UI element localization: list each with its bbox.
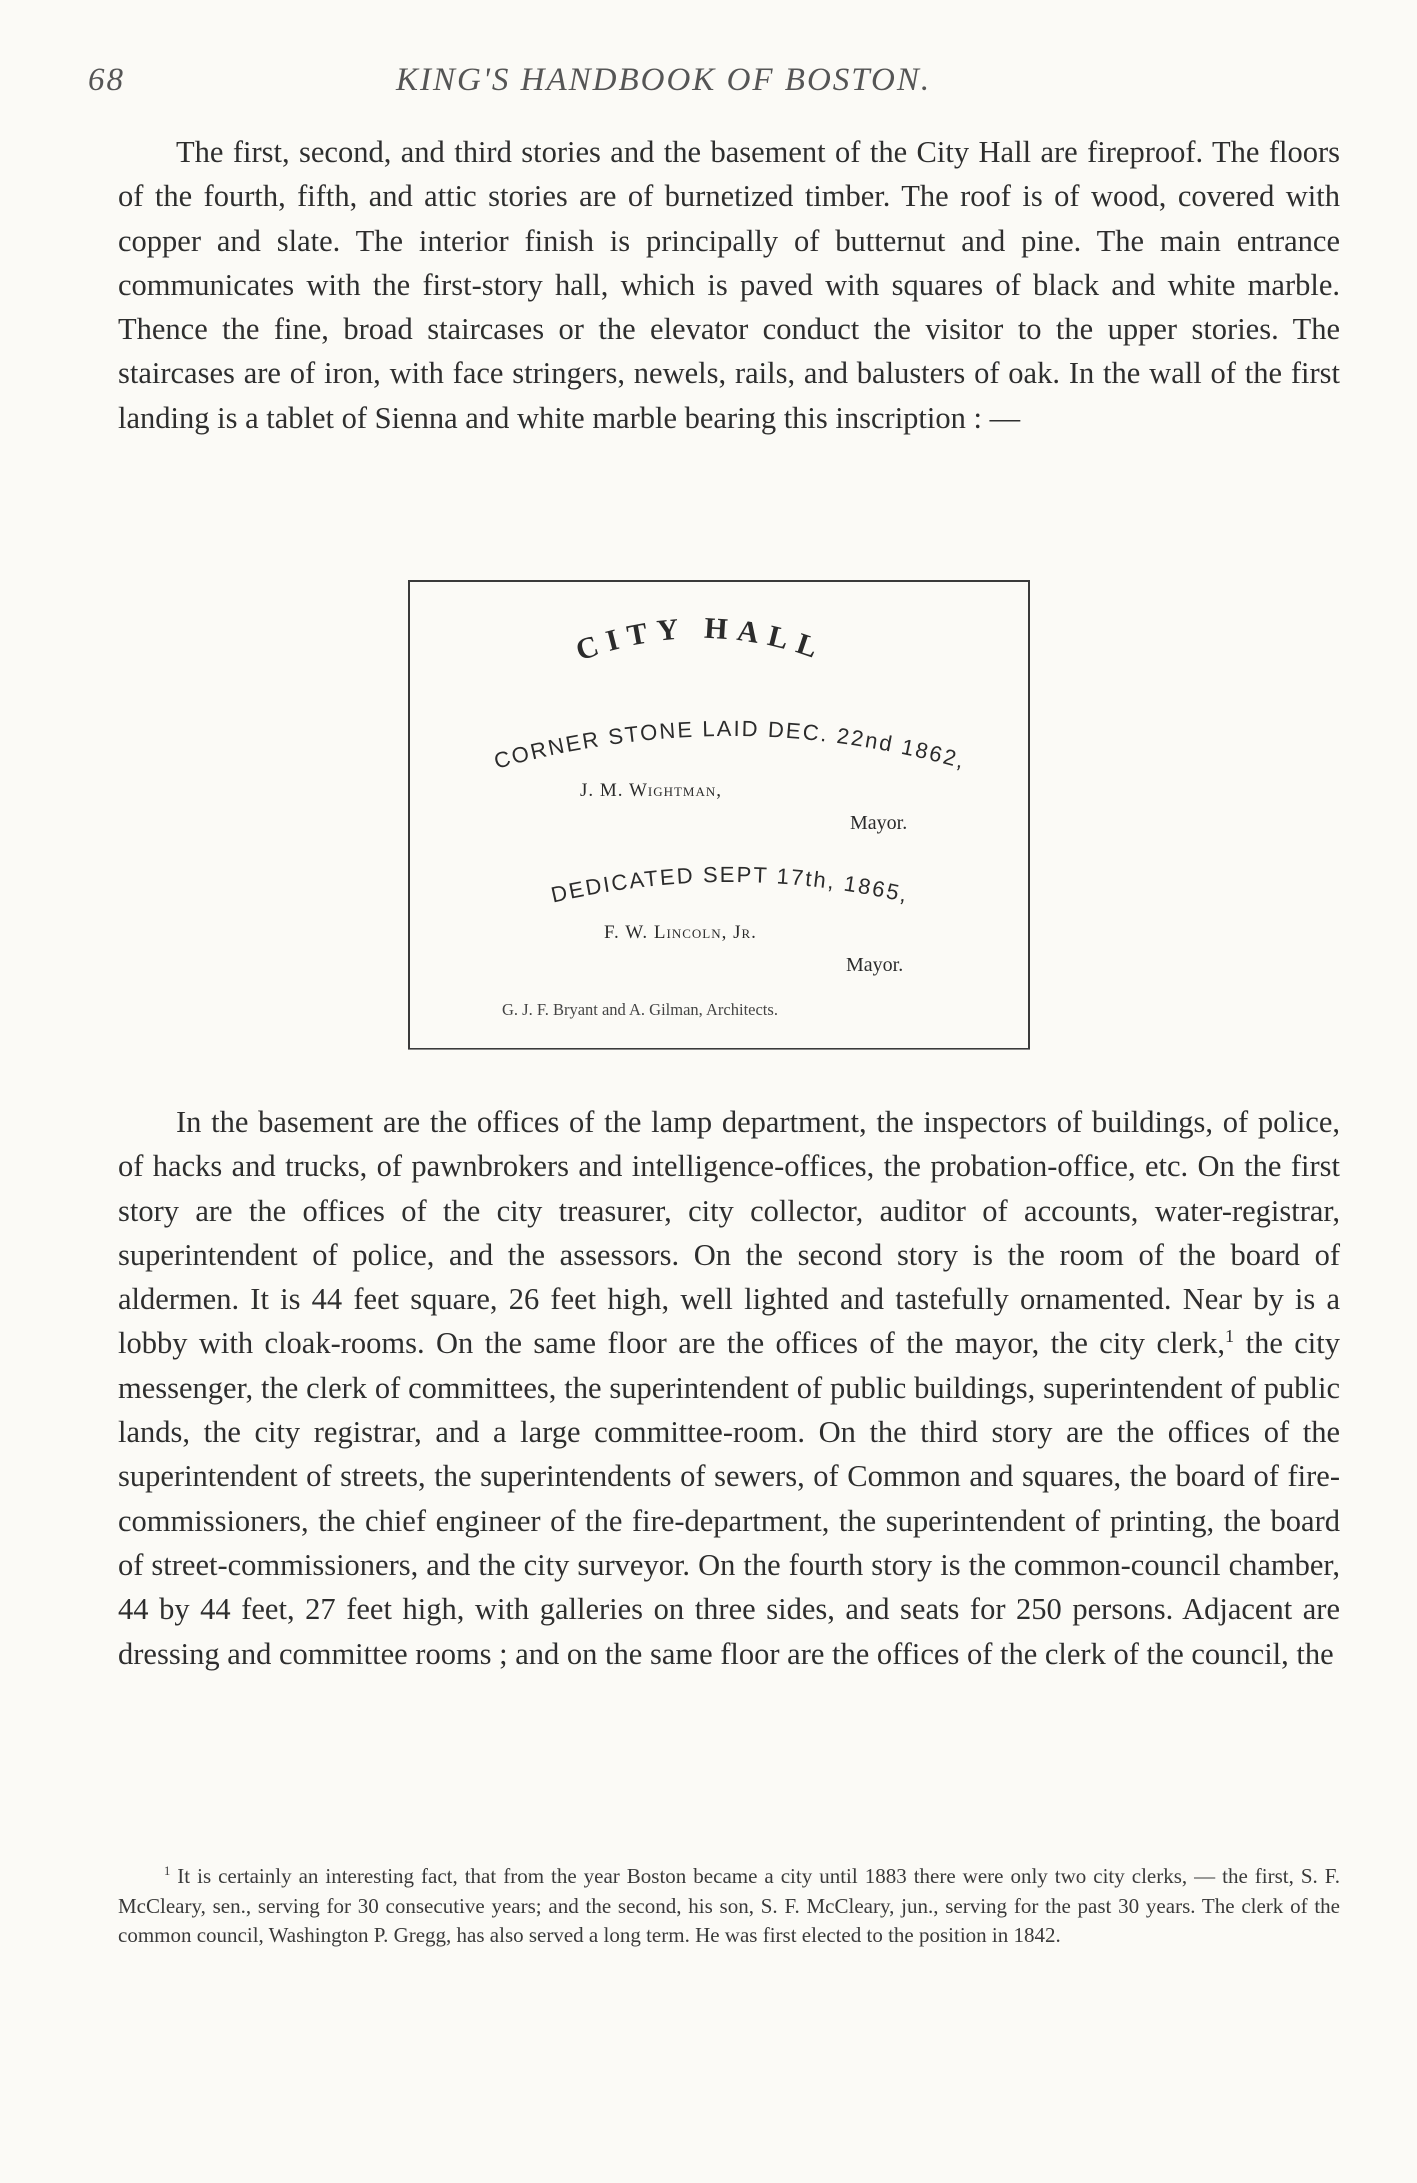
paragraph-offices-part2: the city messenger, the clerk of committees, the superintendent of public buildings, superintendent of public lands, the city registrar, and a large committee-room. On the third story are the offices of the superintendent of streets, the superintendents of sewers, of Common and squares, the board of fire-commissioners, the chief engineer of the fire-department, the superintendent of printing, the board of street-commissioners, and the city surveyor. On the fourth story is the common-council chamber, 44 by 44 feet, 27 feet high, with galleries on three sides, and seats for 250 persons. Adjacent are dressing and committee rooms ; and on the same floor are the offices of the clerk of the council, the xyxy=(118,1326,1341,1671)
running-head: KING'S HANDBOOK OF BOSTON. xyxy=(396,62,932,98)
footnote-marker: 1 xyxy=(164,1864,171,1878)
svg-text:DEDICATED SEPT 17th, 1865, xyxy=(549,862,912,908)
footnote-reference: 1 xyxy=(1225,1326,1235,1347)
svg-text:CORNER STONE LAID DEC. 22nd 18 xyxy=(491,716,969,774)
mayor-title-1: Mayor. xyxy=(850,812,908,834)
mayor-title-2: Mayor. xyxy=(846,954,904,976)
corner-stone-laid-text: CORNER STONE LAID DEC. 22nd 1862, xyxy=(491,715,969,774)
paragraph-offices-part1: In the basement are the offices of the lamp department, the inspectors of buildings, of police, of hacks and trucks, of pawnbrokers and intelligence-offices, the probation-office, etc. On the first story are the offices of the city treasurer, city collector, auditor of accounts, water-registrar, superintendent of police, and the assessors. On the second story is the room of the board of aldermen. It is 44 feet square, 26 feet high, well lighted and tastefully ornamented. Near by is a lobby with cloak-rooms. On the same floor are the offices of the mayor, the city clerk, xyxy=(118,1105,1340,1361)
dedicated-text: DEDICATED SEPT 17th, 1865, xyxy=(548,861,912,908)
tablet-bottom-rule xyxy=(408,1049,1030,1050)
svg-text:CITY HALL xyxy=(572,612,830,668)
corner-stone-arched-line xyxy=(450,700,1010,790)
mayor-lincoln: F. W. Lincoln, Jr. xyxy=(604,922,757,943)
paragraph-city-hall-construction: The first, second, and third stories and the basement of the City Hall are fireproof. The floors of the fourth, fifth, and attic stories are of burnetized timber. The roof is of wood, covered with copper and slate. The interior finish is principally of butternut and pine. The main entrance communicates with the first-story hall, which is paved with squares of black and white marble. Thence the fine, broad staircases or the elevator conduct the visitor to the upper stories. The staircases are of iron, with face stringers, newels, rails, and balusters of oak. In the wall of the first landing is a tablet of Sienna and white marble bearing this inscription : — xyxy=(118,135,1340,435)
city-hall-arched-heading xyxy=(536,604,866,682)
architects-credit: G. J. F. Bryant and A. Gilman, Architects. xyxy=(502,1000,778,1019)
inscription-tablet xyxy=(408,580,1030,1050)
footnote-text: It is certainly an interesting fact, that from the year Boston became a city until 1883 there were only two city clerks, — the first, S. F. McCleary, sen., serving for 30 consecutive years; and the second, his son, S. F. McCleary, jun., serving for the past 30 years. The clerk of the common council, Washington P. Gregg, has also served a long term. He was first elected to the position in 1842. xyxy=(118,1864,1341,1947)
page-number: 68 xyxy=(88,62,125,98)
page-header xyxy=(88,62,1348,102)
city-hall-text: CITY HALL xyxy=(571,611,831,668)
paragraph-city-hall-offices xyxy=(118,1100,1340,1676)
mayor-wightman: J. M. Wightman, xyxy=(580,780,723,801)
footnote xyxy=(118,1862,1340,1951)
